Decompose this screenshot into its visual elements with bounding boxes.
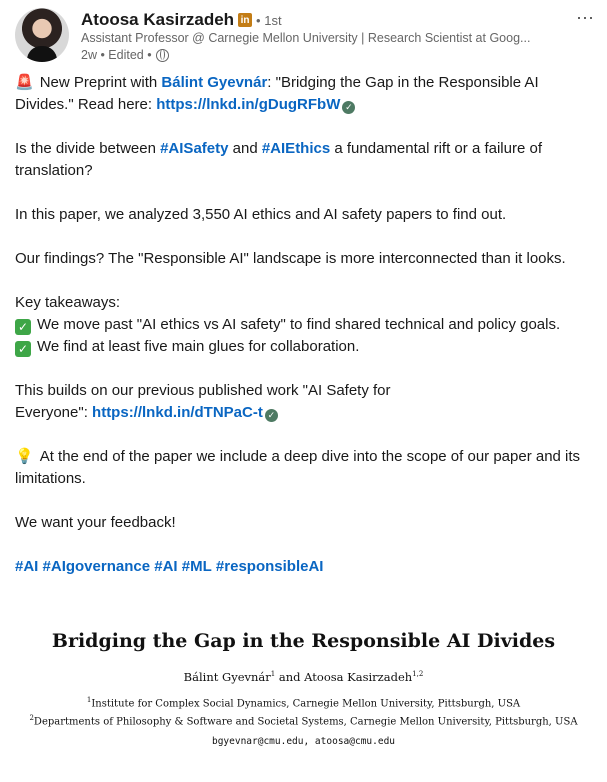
feedback-paragraph: We want your feedback! <box>15 514 176 531</box>
globe-icon <box>156 49 169 62</box>
paper-title: Bridging the Gap in the Responsible AI Divides <box>51 630 556 652</box>
findings-paragraph: Our findings? The "Responsible AI" landscape is more interconnected than it looks. <box>15 250 566 267</box>
question-paragraph: Is the divide between #AISafety and #AIEthics a fundamental rift or a failure of translation? <box>15 140 542 179</box>
verified-link-icon: ✓ <box>265 409 278 422</box>
post-meta <box>81 48 169 62</box>
check-mark-icon: ✓ <box>15 319 31 335</box>
paper-affiliation-2: $^2$Departments of Philosophy & Software and Societal Systems, Carnegie Mellon University, Pittsburgh, USA <box>29 714 578 728</box>
check-mark-icon: ✓ <box>15 341 31 357</box>
avatar[interactable] <box>15 8 69 62</box>
hashtag-aisafety[interactable]: #AISafety <box>160 140 229 157</box>
verified-link-icon: ✓ <box>342 101 355 114</box>
takeaways-label: Key takeaways: <box>15 294 121 311</box>
mention-balint[interactable]: Bálint Gyevnár <box>161 74 268 91</box>
author-name[interactable]: Atoosa Kasirzadeh <box>81 10 235 29</box>
analysis-paragraph: In this paper, we analyzed 3,550 AI ethics and AI safety papers to find out. <box>15 206 507 223</box>
takeaway-item-1: ✓ We move past "AI ethics vs AI safety" to find shared technical and policy goals. <box>15 314 595 336</box>
post-body <box>15 72 595 578</box>
hashtag-ai[interactable]: #AI <box>15 558 39 575</box>
hashtag-ml[interactable]: #ML <box>181 558 212 575</box>
siren-icon: 🚨 <box>15 74 34 91</box>
linkedin-badge-icon: in <box>238 13 252 27</box>
paper-affiliation-1: $^1$Institute for Complex Social Dynamics, Carnegie Mellon University, Pittsburgh, USA <box>86 696 521 710</box>
hashtag-responsibleai[interactable]: #responsibleAI <box>215 558 324 575</box>
hashtag-aiethics[interactable]: #AIEthics <box>261 140 331 157</box>
previous-work-link[interactable]: https://lnkd.in/dTNPaC-t <box>92 404 263 421</box>
hashtag-row <box>15 556 595 578</box>
post-time-edited: 2w • Edited • <box>81 48 152 62</box>
post-header <box>15 8 595 64</box>
preprint-link[interactable]: https://lnkd.in/gDugRFbW <box>156 96 341 113</box>
hashtag-ai[interactable]: #AI <box>154 558 178 575</box>
hashtag-aigovernance[interactable]: #AIgovernance <box>42 558 151 575</box>
author-headline: Assistant Professor @ Carnegie Mellon University | Research Scientist at Goog... <box>81 31 531 45</box>
paper-emails: bgyevnar@cmu.edu, atoosa@cmu.edu <box>211 736 396 747</box>
builds-paragraph: This builds on our previous published work "AI Safety for Everyone": https://lnkd.in/dTNPaC-t ✓ <box>15 382 391 421</box>
deep-dive-paragraph: 💡 At the end of the paper we include a deep dive into the scope of our paper and its limitations. <box>15 448 581 487</box>
connection-degree: • 1st <box>256 12 282 28</box>
paper-authors: Bálint Gyevnár$^1$ and Atoosa Kasirzadeh$^{1,2}$ <box>183 670 424 684</box>
paper-preview-image[interactable] <box>0 610 607 782</box>
more-options-icon[interactable]: ⋯ <box>576 8 595 28</box>
takeaway-item-2: ✓ We find at least five main glues for collaboration. <box>15 336 595 358</box>
intro-paragraph: 🚨 New Preprint with Bálint Gyevnár: "Bridging the Gap in the Responsible AI Divides." Read here: https://lnkd.in/gDugRFbW ✓ <box>15 74 539 113</box>
light-bulb-icon: 💡 <box>15 448 34 465</box>
